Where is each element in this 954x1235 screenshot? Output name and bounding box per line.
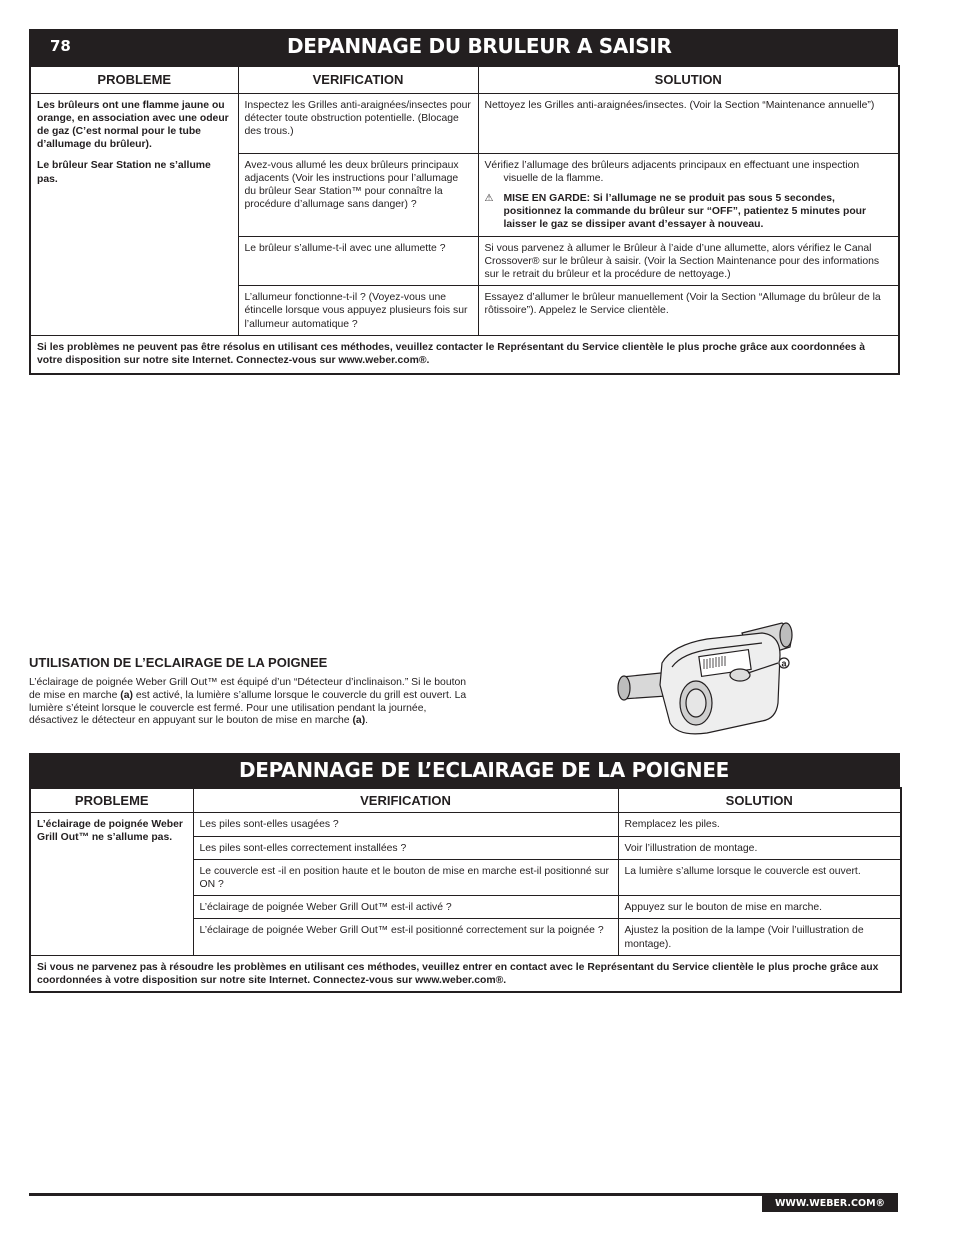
section-title-handle-light: DEPANNAGE DE L’ECLAIRAGE DE LA POIGNEE: [239, 758, 730, 782]
section-title-sear: DEPANNAGE DU BRULEUR A SAISIR: [287, 34, 672, 58]
solution-text: Vérifiez l’allumage des brûleurs adjacents principaux en effectuant une inspection visuelle de la flamme.: [484, 159, 860, 184]
section-banner-handle-light: [29, 753, 900, 788]
solution-cell: Voir l’illustration de montage.: [618, 836, 901, 859]
warning-block: [485, 192, 893, 232]
handle-light-troubleshooting-table: [29, 787, 902, 993]
verification-cell: Les piles sont-elles usagées ?: [193, 812, 618, 836]
usage-paragraph: [29, 677, 469, 728]
website-tag: WWW.WEBER.COM®: [762, 1196, 898, 1212]
solution-cell: Appuyez sur le bouton de mise en marche.: [618, 896, 901, 919]
verification-cell: Avez-vous allumé les deux brûleurs principaux adjacents (Voir les instructions pour l’allumage du brûleur Sear Station™ pour connaître la procédure d’allumage sans danger) ?: [238, 153, 478, 236]
table-footer-note: Si vous ne parvenez pas à résoudre les problèmes en utilisant ces méthodes, veuillez entrer en contact avec le Représentant du Service clientèle le plus proche grâce aux coordonnées à votre disposition sur notre site Internet. Connectez-vous sur www.weber.com®.: [30, 955, 901, 992]
usage-text-1: L’éclairage de poignée Weber Grill Out™ est équipé d’un “Détecteur d’inclinaison.” Si le bouton de mise en marche: [29, 677, 467, 701]
warning-triangle-icon: ⚠: [484, 192, 494, 204]
solution-cell: Remplacez les piles.: [618, 812, 901, 836]
header-probleme: PROBLEME: [30, 788, 193, 812]
table-footer-note: Si les problèmes ne peuvent pas être résolus en utilisant ces méthodes, veuillez contacter le Représentant du Service clientèle le plus proche grâce aux coordonnées à votre disposition sur notre site Internet. Connectez-vous sur www.weber.com®.: [30, 335, 899, 374]
solution-cell: Essayez d’allumer le brûleur manuellement (Voir la Section “Allumage du brûleur de la rôtissoire”). Appelez le Service clientèle.: [478, 286, 899, 336]
verification-cell: Inspectez les Grilles anti-araignées/insectes pour détecter toute obstruction potentielle. (Blocage des trous.): [238, 93, 478, 153]
header-solution: SOLUTION: [618, 788, 901, 812]
problem-text-1: Les brûleurs ont une flamme jaune ou orange, en association avec une odeur de gaz (C’est normal pour le tube d’allumage du brûleur).: [37, 99, 229, 151]
verification-cell: Les piles sont-elles correctement installées ?: [193, 836, 618, 859]
solution-cell: Ajustez la position de la lampe (Voir l’uillustration de montage).: [618, 919, 901, 955]
verification-cell: L’éclairage de poignée Weber Grill Out™ est-il positionné correctement sur la poignée ?: [193, 919, 618, 955]
usage-ref-a: (a): [120, 689, 133, 701]
usage-text-2: est activé, la lumière s’allume lorsque le couvercle du grill est ouvert. La lumière s’éteint lorsque le couvercle est fermé. Pour une utilisation pendant la journée, désactivez le détecteur en appuyant sur le bouton de mise en marche: [29, 689, 467, 727]
verification-cell: L’allumeur fonctionne-t-il ? (Voyez-vous une étincelle lorsque vous appuyez plusieurs fois sur l’allumeur automatique ?: [238, 286, 478, 336]
header-solution: SOLUTION: [478, 66, 899, 93]
problem-cell: L’éclairage de poignée Weber Grill Out™ ne s’allume pas.: [30, 812, 193, 955]
problem-text-2: Le brûleur Sear Station ne s’allume pas.: [37, 160, 211, 185]
warning-text: MISE EN GARDE: Si l’allumage ne se produit pas sous 5 secondes, positionnez la commande du brûleur sur “OFF”, patientez 5 minutes pour laisser le gaz se dissiper avant d’essayer à nouveau.: [503, 192, 867, 231]
solution-cell: Si vous parvenez à allumer le Brûleur à l’aide d’une allumette, alors vérifiez le Canal Crossover® sur le brûleur à saisir. (Voir la Section Maintenance pour des informations sur le retrait du brûleur et la procédure de nettoyage.): [478, 236, 899, 286]
header-probleme: PROBLEME: [30, 66, 238, 93]
verification-cell: L’éclairage de poignée Weber Grill Out™ est-il activé ?: [193, 896, 618, 919]
problem-cell: [30, 93, 238, 335]
header-verification: VERIFICATION: [238, 66, 478, 93]
usage-text-3: .: [365, 715, 369, 727]
sear-troubleshooting-table: [29, 65, 900, 375]
illustration-label-a: a: [781, 658, 787, 669]
section-banner-sear: [29, 29, 898, 65]
solution-cell: [478, 153, 899, 236]
usage-ref-a: (a): [352, 715, 366, 727]
header-verification: VERIFICATION: [193, 788, 618, 812]
solution-cell: Nettoyez les Grilles anti-araignées/insectes. (Voir la Section “Maintenance annuelle”): [478, 93, 899, 153]
usage-subtitle: UTILISATION DE L’ECLAIRAGE DE LA POIGNEE: [29, 655, 328, 670]
solution-cell: La lumière s’allume lorsque le couvercle est ouvert.: [618, 859, 901, 895]
verification-cell: Le brûleur s’allume-t-il avec une allumette ?: [238, 236, 478, 286]
page-number: 78: [50, 37, 71, 55]
handle-light-illustration: [612, 615, 802, 745]
verification-cell: Le couvercle est -il en position haute et le bouton de mise en marche est-il positionné sur ON ?: [193, 859, 618, 895]
